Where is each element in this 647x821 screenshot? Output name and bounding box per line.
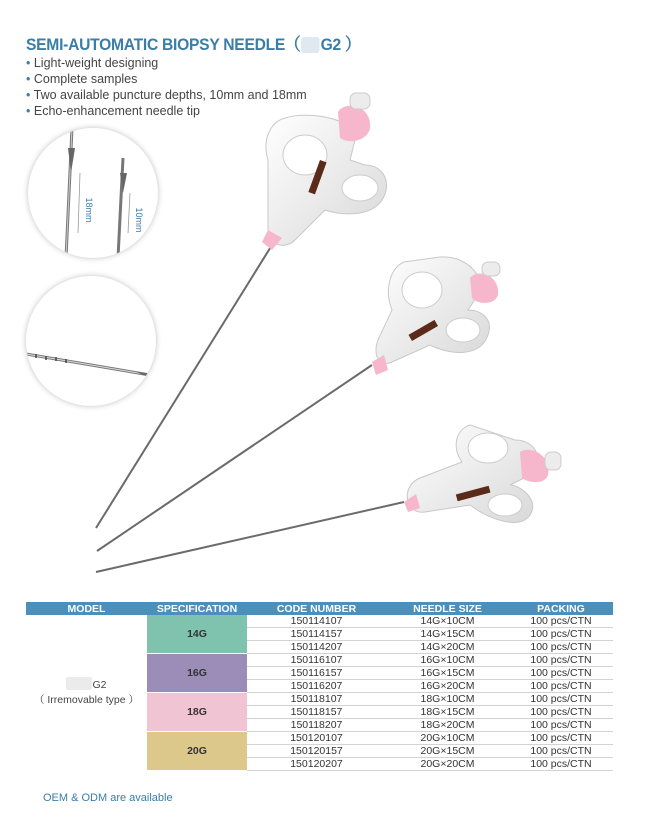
code-cell: 150120207 bbox=[247, 758, 386, 771]
size-cell: 20G×10CM bbox=[386, 732, 509, 745]
size-cell: 16G×20CM bbox=[386, 680, 509, 693]
table-row bbox=[26, 615, 613, 628]
title-suffix: G2 ） bbox=[320, 35, 361, 54]
model-name: G2 bbox=[92, 679, 107, 692]
size-cell: 14G×15CM bbox=[386, 628, 509, 641]
code-cell: 150116207 bbox=[247, 680, 386, 693]
header-needle-size: NEEDLE SIZE bbox=[386, 602, 509, 615]
footer-note: OEM & ODM are available bbox=[43, 792, 173, 804]
size-cell: 16G×10CM bbox=[386, 654, 509, 667]
spec-cell-20g: 20G bbox=[147, 732, 247, 771]
title-prefix: SEMI-AUTOMATIC BIOPSY NEEDLE（ bbox=[26, 35, 301, 54]
code-cell: 150118207 bbox=[247, 719, 386, 732]
size-cell: 14G×10CM bbox=[386, 615, 509, 628]
needle-gun-1 bbox=[96, 93, 387, 528]
header-packing: PACKING bbox=[509, 602, 613, 615]
packing-cell: 100 pcs/CTN bbox=[509, 615, 613, 628]
packing-cell: 100 pcs/CTN bbox=[509, 628, 613, 641]
feature-item: • Light-weight designing bbox=[26, 55, 307, 71]
feature-item: • Complete samples bbox=[26, 71, 307, 87]
spec-cell-14g: 14G bbox=[147, 615, 247, 654]
header-specification: SPECIFICATION bbox=[147, 602, 247, 615]
code-cell: 150116157 bbox=[247, 667, 386, 680]
needle-gun-3 bbox=[96, 425, 561, 572]
packing-cell: 100 pcs/CTN bbox=[509, 641, 613, 654]
spec-cell-16g: 16G bbox=[147, 654, 247, 693]
size-cell: 20G×15CM bbox=[386, 745, 509, 758]
code-cell: 150120157 bbox=[247, 745, 386, 758]
model-cell bbox=[26, 615, 147, 771]
model-type: （ Irremovable type ） bbox=[33, 694, 140, 707]
code-cell: 150118107 bbox=[247, 693, 386, 706]
packing-cell: 100 pcs/CTN bbox=[509, 732, 613, 745]
specification-table bbox=[26, 602, 613, 771]
feature-item: • Echo-enhancement needle tip bbox=[26, 103, 307, 119]
size-cell: 14G×20CM bbox=[386, 641, 509, 654]
packing-cell: 100 pcs/CTN bbox=[509, 654, 613, 667]
code-cell: 150118157 bbox=[247, 706, 386, 719]
size-cell: 16G×15CM bbox=[386, 667, 509, 680]
size-cell: 20G×20CM bbox=[386, 758, 509, 771]
table-header-row bbox=[26, 602, 613, 615]
packing-cell: 100 pcs/CTN bbox=[509, 706, 613, 719]
depth-short-label: 10mm bbox=[134, 207, 144, 233]
packing-cell: 100 pcs/CTN bbox=[509, 719, 613, 732]
header-code-number: CODE NUMBER bbox=[247, 602, 386, 615]
packing-cell: 100 pcs/CTN bbox=[509, 680, 613, 693]
feature-item: • Two available puncture depths, 10mm and 18mm bbox=[26, 87, 307, 103]
depth-long-label: 18mm bbox=[84, 197, 94, 223]
header-model: MODEL bbox=[26, 602, 147, 615]
packing-cell: 100 pcs/CTN bbox=[509, 758, 613, 771]
size-cell: 18G×15CM bbox=[386, 706, 509, 719]
spec-cell-18g: 18G bbox=[147, 693, 247, 732]
size-cell: 18G×10CM bbox=[386, 693, 509, 706]
brand-blur bbox=[66, 677, 92, 690]
code-cell: 150114107 bbox=[247, 615, 386, 628]
size-cell: 18G×20CM bbox=[386, 719, 509, 732]
packing-cell: 100 pcs/CTN bbox=[509, 693, 613, 706]
packing-cell: 100 pcs/CTN bbox=[509, 745, 613, 758]
code-cell: 150116107 bbox=[247, 654, 386, 667]
code-cell: 150120107 bbox=[247, 732, 386, 745]
code-cell: 150114157 bbox=[247, 628, 386, 641]
code-cell: 150114207 bbox=[247, 641, 386, 654]
packing-cell: 100 pcs/CTN bbox=[509, 667, 613, 680]
